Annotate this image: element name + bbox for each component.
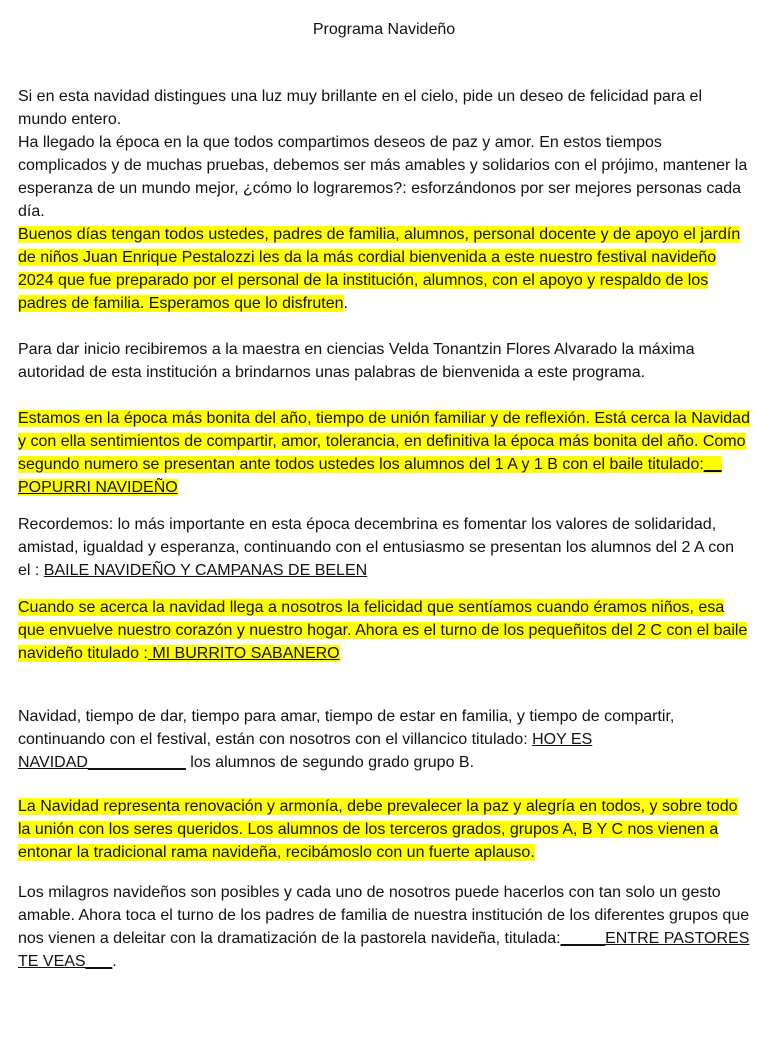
page-title: Programa Navideño: [312, 21, 456, 38]
paragraph-rama: [18, 795, 750, 864]
paragraph-season-text: Ha llegado la época en la que todos compartimos deseos de paz y amor. En estos tiempos complicados y de muchas pruebas, debemos ser más amables y solidarios con el prójimo, mantener la esperanza de un mundo mejor, ¿cómo lo lograremos?: esforzándonos por ser mejores personas cada día.: [18, 134, 748, 220]
paragraph-pastorela: [18, 881, 750, 973]
popurri-title: __ POPURRI NAVIDEÑO: [18, 456, 722, 496]
burrito-title: MI BURRITO SABANERO: [147, 645, 340, 662]
paragraph-wish: [18, 85, 750, 131]
paragraph-hoy-es-navidad-end: los alumnos de segundo grado grupo B.: [185, 754, 475, 771]
paragraph-burrito: [18, 596, 750, 665]
paragraph-pastorela-text: Los milagros navideños son posibles y cada uno de nosotros puede hacerlos con tan solo un gesto amable. Ahora toca el turno de los padres de familia de nuestra institución de los diferentes grupos que nos vienen a deleitar con la dramatización de la pastorela navideña, titulada:: [18, 884, 750, 947]
paragraph-director: [18, 338, 750, 384]
paragraph-popurri: [18, 407, 750, 499]
paragraph-welcome: [18, 223, 750, 315]
paragraph-wish-text: Si en esta navidad distingues una luz muy brillante en el cielo, pide un deseo de felicidad para el mundo entero.: [18, 88, 702, 128]
pastorela-title: _____ENTRE PASTORES TE VEAS___: [18, 930, 750, 970]
paragraph-campanas-text: Recordemos: lo más importante en esta época decembrina es fomentar los valores de solidaridad, amistad, igualdad y esperanza, continuando con el entusiasmo se presentan los alumnos del 2 A con el :: [18, 516, 735, 579]
paragraph-campanas: [18, 513, 750, 582]
paragraph-season: [18, 131, 750, 223]
paragraph-burrito-highlight: Cuando se acerca la navidad llega a nosotros la felicidad que sentíamos cuando éramos niños, esa que envuelve nuestro corazón y nuestro hogar. Ahora es el turno de los pequeñitos del 2 C con el baile navideño titulado :: [18, 599, 748, 662]
paragraph-welcome-end: .: [343, 295, 348, 312]
campanas-title: BAILE NAVIDEÑO Y CAMPANAS DE BELEN: [43, 562, 368, 579]
hoy-es-navidad-title: HOY ES NAVIDAD___________: [18, 731, 593, 771]
paragraph-hoy-es-navidad-text: Navidad, tiempo de dar, tiempo para amar, tiempo de estar en familia, y tiempo de compartir, continuando con el festival, están con nosotros con el villancico titulado:: [18, 708, 675, 748]
paragraph-hoy-es-navidad: [18, 705, 750, 774]
paragraph-pastorela-end: .: [112, 953, 117, 970]
paragraph-director-text: Para dar inicio recibiremos a la maestra en ciencias Velda Tonantzin Flores Alvarado la máxima autoridad de esta institución a brindarnos unas palabras de bienvenida a este programa.: [18, 341, 695, 381]
paragraph-welcome-highlight: Buenos días tengan todos ustedes, padres de familia, alumnos, personal docente y de apoyo el jardín de niños Juan Enrique Pestalozzi les da la más cordial bienvenida a este nuestro festival navideño 2024 que fue preparado por el personal de la institución, alumnos, con el apoyo y respaldo de los padres de familia. Esperamos que lo disfruten: [18, 226, 741, 312]
document-page: [0, 18, 768, 1042]
paragraph-rama-highlight: La Navidad representa renovación y armonía, debe prevalecer la paz y alegría en todos, y sobre todo la unión con los seres queridos. Los alumnos de los terceros grados, grupos A, B Y C nos vienen a entonar la tradicional rama navideña, recibámoslo con un fuerte aplauso.: [18, 798, 738, 861]
paragraph-popurri-highlight: Estamos en la época más bonita del año, tiempo de unión familiar y de reflexión. Está cerca la Navidad y con ella sentimientos de compartir, amor, tolerancia, en definitiva la época más bonita del año. Como segundo numero se presentan ante todos ustedes los alumnos del 1 A y 1 B con el baile titulado:: [18, 410, 750, 473]
